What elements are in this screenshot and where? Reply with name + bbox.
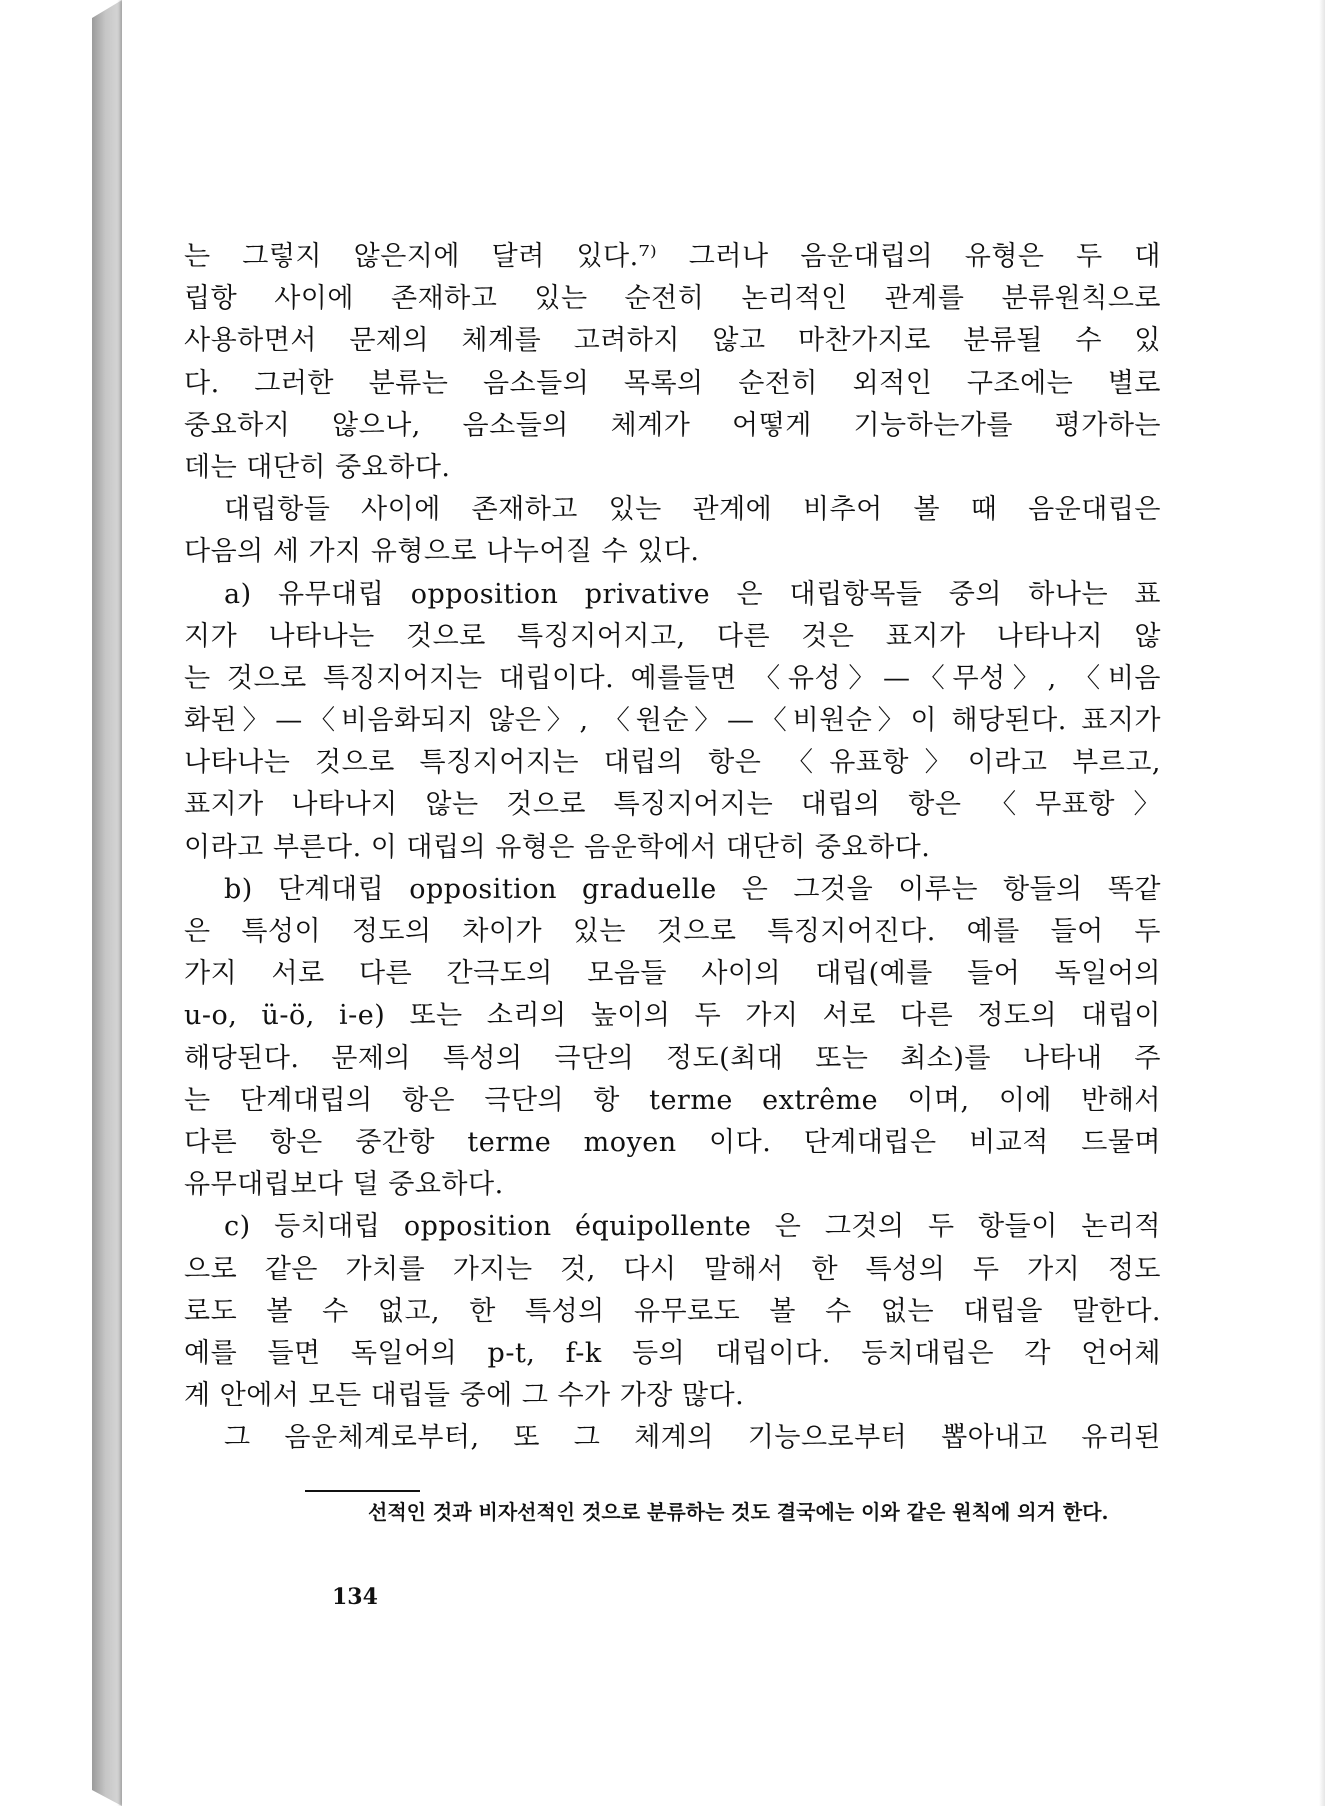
page-right-edge: [1319, 0, 1325, 1806]
text-line: 표지가 나타나지 않는 것으로 특징지어지는 대립의 항은 〈무표항〉: [184, 789, 1161, 821]
text-line: 다음의 세 가지 유형으로 나누어질 수 있다.: [184, 536, 700, 568]
text-line: 중요하지 않으나, 음소들의 체계가 어떻게 기능하는가를 평가하는: [184, 409, 1161, 441]
text-line: 계 안에서 모든 대립들 중에 그 수가 가장 많다.: [184, 1380, 745, 1412]
text-line: 사용하면서 문제의 체계를 고려하지 않고 마찬가지로 분류될 수 있: [184, 325, 1161, 357]
footnote: 선적인 것과 비자선적인 것으로 분류하는 것도 결국에는 이와 같은 원칙에 의거 한다.: [368, 1500, 1109, 1524]
text-line: 지가 나타나는 것으로 특징지어지고, 다른 것은 표지가 나타나지 않: [184, 620, 1161, 652]
text-line: 이라고 부른다. 이 대립의 유형은 음운학에서 대단히 중요하다.: [184, 831, 931, 863]
text-line: u-o, ü-ö, i-e) 또는 소리의 높이의 두 가지 서로 다른 정도의 대립이: [184, 1000, 1161, 1032]
text-line: 대립항들 사이에 존재하고 있는 관계에 비추어 볼 때 음운대립은: [224, 494, 1161, 526]
text-line: 해당된다. 문제의 특성의 극단의 정도(최대 또는 최소)를 나타내 주: [184, 1042, 1161, 1074]
text-line: a) 유무대립 opposition privative 은 대립항목들 중의 하나는 표: [224, 578, 1161, 610]
text-line: 나타나는 것으로 특징지어지는 대립의 항은 〈유표항〉이라고 부르고,: [184, 747, 1161, 779]
text-line: 는 그렇지 않은지에 달려 있다.⁷⁾ 그러나 음운대립의 유형은 두 대: [184, 241, 1161, 272]
text-line: 으로 같은 가치를 가지는 것, 다시 말해서 한 특성의 두 가지 정도: [184, 1253, 1161, 1285]
text-line: 다른 항은 중간항 terme moyen 이다. 단계대립은 비교적 드물며: [184, 1126, 1161, 1158]
text-line: 로도 볼 수 없고, 한 특성의 유무로도 볼 수 없는 대립을 말한다.: [184, 1295, 1161, 1327]
text-line: b) 단계대립 opposition graduelle 은 그것을 이루는 항들의 똑같: [224, 873, 1161, 905]
text-line: 데는 대단히 중요하다.: [184, 451, 451, 483]
text-line: 유무대립보다 덜 중요하다.: [184, 1169, 504, 1201]
text-line: 화된〉—〈비음화되지 않은〉, 〈원순〉—〈비원순〉이 해당된다. 표지가: [184, 705, 1161, 737]
text-line: 예를 들면 독일어의 p-t, f-k 등의 대립이다. 등치대립은 각 언어체: [184, 1337, 1161, 1369]
text-line: 는 단계대립의 항은 극단의 항 terme extrême 이며, 이에 반해서: [184, 1084, 1161, 1116]
text-line: 그 음운체계로부터, 또 그 체계의 기능으로부터 뽑아내고 유리된: [224, 1422, 1161, 1454]
book-edge: [92, 0, 122, 1806]
page-number: 134: [332, 1584, 378, 1610]
text-line: 가지 서로 다른 간극도의 모음들 사이의 대립(예를 들어 독일어의: [184, 958, 1161, 990]
text-line: 립항 사이에 존재하고 있는 순전히 논리적인 관계를 분류원칙으로: [184, 283, 1161, 315]
body-text: [184, 236, 1161, 1459]
text-line: c) 등치대립 opposition équipollente 은 그것의 두 항들이 논리적: [224, 1211, 1161, 1243]
text-line: 은 특성이 정도의 차이가 있는 것으로 특징지어진다. 예를 들어 두: [184, 916, 1161, 947]
footnote-rule: [305, 1490, 420, 1492]
text-line: 는 것으로 특징지어지는 대립이다. 예를들면 〈유성〉—〈무성〉, 〈비음: [184, 662, 1161, 694]
text-line: 다. 그러한 분류는 음소들의 목록의 순전히 외적인 구조에는 별로: [184, 367, 1161, 399]
